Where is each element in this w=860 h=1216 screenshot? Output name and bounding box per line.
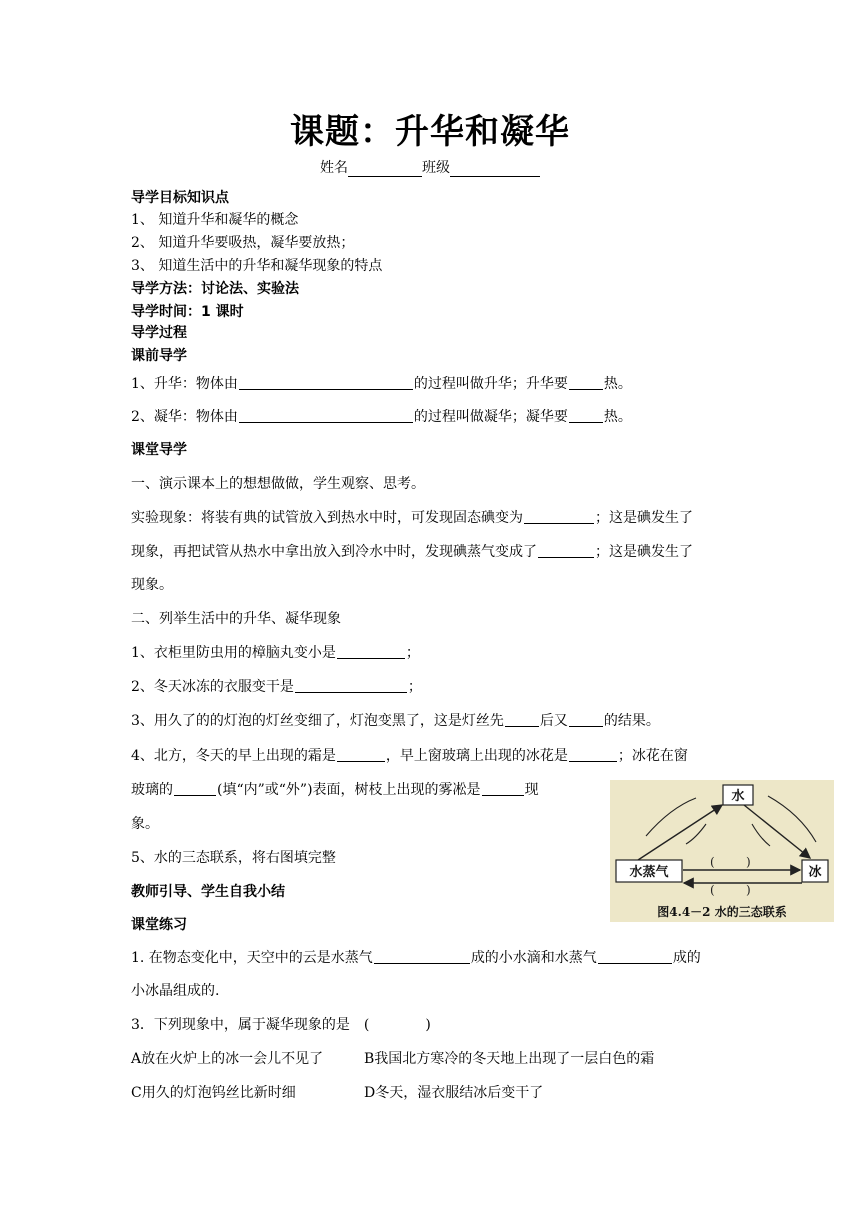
process-heading: 导学过程 — [131, 325, 187, 341]
objective-1: 1、 知道升华和凝华的概念 — [131, 212, 299, 228]
objective-3: 3、 知道生活中的升华和凝华现象的特点 — [131, 258, 383, 274]
practice-heading: 课堂练习 — [131, 917, 187, 933]
blank[interactable] — [239, 374, 413, 390]
blank[interactable] — [174, 780, 216, 796]
experiment-line-1: 实验现象：将装有典的试管放入到热水中时，可发现固态碘变为 ；这是碘发生了 — [131, 510, 693, 526]
experiment-line-3: 现象。 — [131, 577, 173, 593]
life-q1: 1、衣柜里防虫用的樟脑丸变小是 ； — [131, 645, 420, 661]
option-a[interactable]: A放在火炉上的冰一会儿不见了 — [131, 1051, 324, 1067]
life-heading: 二、列举生活中的升华、凝华现象 — [131, 611, 341, 627]
objective-2: 2、 知道升华要吸热，凝华要放热； — [131, 235, 355, 251]
name-blank[interactable] — [348, 161, 422, 177]
practice-q1-line-2: 小冰晶组成的. — [131, 983, 220, 999]
life-q5: 5、水的三态联系，将右图填完整 — [131, 850, 336, 866]
curve-arrow — [752, 824, 770, 846]
ice-label: 冰 — [808, 865, 822, 880]
diagram-caption: 图4.4－2 水的三态联系 — [657, 905, 787, 919]
pre-item-1: 1、升华：物体由 的过程叫做升华；升华要 热。 — [131, 376, 632, 392]
demo-line: 一、演示课本上的想想做做，学生观察、思考。 — [131, 476, 425, 492]
blank[interactable] — [598, 948, 672, 964]
option-c[interactable]: C用久的灯泡钨丝比新时细 — [131, 1085, 296, 1101]
blank[interactable] — [524, 508, 594, 524]
class-label: 班级 — [422, 160, 450, 176]
life-q4-line-2: 玻璃的 (填“内”或“外”)表面，树枝上出现的雾凇是 现 — [131, 782, 539, 798]
water-label: 水 — [731, 789, 745, 804]
water-three-states-diagram — [610, 780, 834, 922]
life-q2: 2、冬天冰冻的衣服变干是 ； — [131, 679, 422, 695]
class-blank[interactable] — [450, 161, 540, 177]
method-line: 导学方法：讨论法、实验法 — [131, 281, 299, 297]
name-label: 姓名 — [320, 160, 348, 176]
blank-open: ( — [710, 883, 715, 897]
blank[interactable] — [295, 677, 407, 693]
pre-item-2: 2、凝华：物体由 的过程叫做凝华；凝华要 热。 — [131, 409, 632, 425]
blank[interactable] — [569, 746, 617, 762]
blank[interactable] — [569, 711, 603, 727]
option-d[interactable]: D冬天，湿衣服结冰后变干了 — [364, 1085, 544, 1101]
curve-arrow — [768, 796, 816, 842]
blank[interactable] — [239, 407, 413, 423]
blank[interactable] — [374, 948, 470, 964]
life-q4-line-1: 4、北方，冬天的早上出现的霜是 ，早上窗玻璃上出现的冰花是 ；冰花在窗 — [131, 748, 688, 764]
arrow-vapor-to-water — [638, 805, 722, 860]
blank[interactable] — [482, 780, 524, 796]
in-class-heading: 课堂导学 — [131, 442, 187, 458]
life-q3: 3、用久了的的灯泡的灯丝变细了，灯泡变黑了，这是灯丝先 后又 的结果。 — [131, 713, 660, 729]
experiment-line-2: 现象，再把试管从热水中拿出放入到冷水中时，发现碘蒸气变成了 ；这是碘发生了 — [131, 544, 693, 560]
blank[interactable] — [505, 711, 539, 727]
time-line: 导学时间：1 课时 — [131, 304, 244, 320]
blank[interactable] — [337, 746, 385, 762]
curve-arrow — [646, 798, 696, 836]
blank-close: ) — [746, 883, 751, 897]
blank[interactable] — [538, 542, 594, 558]
blank[interactable] — [337, 643, 405, 659]
blank[interactable] — [569, 374, 603, 390]
practice-q1-line-1: 1. 在物态变化中，天空中的云是水蒸气 成的小水滴和水蒸气 成的 — [131, 950, 701, 966]
blank[interactable] — [569, 407, 603, 423]
blank-close: ) — [746, 855, 751, 869]
option-b[interactable]: B我国北方寒冷的冬天地上出现了一层白色的霜 — [364, 1051, 655, 1067]
page-title: 课题：升华和凝华 — [290, 112, 570, 152]
name-class-line — [0, 157, 860, 177]
pre-class-heading: 课前导学 — [131, 348, 187, 364]
blank-open: ( — [710, 855, 715, 869]
life-q4-line-3: 象。 — [131, 816, 159, 832]
summary-heading: 教师引导、学生自我小结 — [131, 884, 285, 900]
practice-q3-stem: 3．下列现象中，属于凝华现象的是 ( ) — [131, 1017, 431, 1033]
objectives-heading: 导学目标知识点 — [131, 190, 229, 206]
vapor-label: 水蒸气 — [629, 865, 669, 880]
arrow-water-to-ice — [744, 805, 810, 858]
